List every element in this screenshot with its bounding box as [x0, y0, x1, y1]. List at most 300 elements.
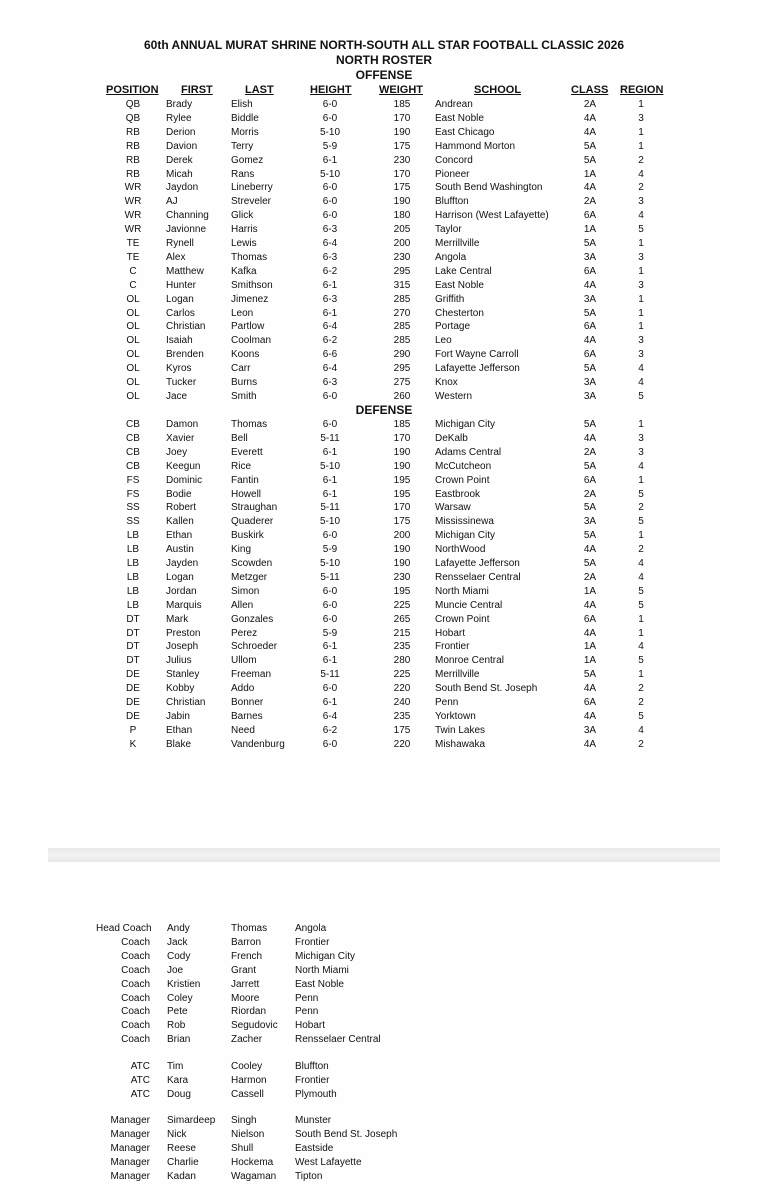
- cell-weight: 180: [393, 210, 411, 222]
- cell-last: Addo: [231, 683, 255, 695]
- cell-weight: 185: [393, 99, 411, 110]
- staff-role: Coach: [121, 1006, 150, 1018]
- staff-school: South Bend St. Joseph: [295, 1128, 398, 1140]
- cell-last: Howell: [231, 488, 262, 500]
- staff-first: Kara: [167, 1074, 189, 1086]
- cell-class: 5A: [583, 140, 597, 152]
- cell-class: 4A: [583, 279, 597, 291]
- staff-last: Cooley: [231, 1061, 263, 1072]
- cell-school: Western: [435, 390, 473, 402]
- staff-last: Nielson: [231, 1128, 265, 1140]
- staff-row: [0, 936, 767, 950]
- cell-first: Christian: [166, 321, 206, 333]
- cell-height: 6-4: [322, 321, 338, 333]
- table-row: [0, 640, 767, 654]
- cell-position: LB: [126, 571, 140, 583]
- cell-position: DT: [126, 641, 140, 653]
- cell-class: 1A: [583, 655, 597, 667]
- cell-first: Stanley: [166, 669, 200, 681]
- cell-last: Fantin: [231, 474, 259, 486]
- cell-position: RB: [126, 140, 140, 152]
- column-header-weight: WEIGHT: [379, 84, 423, 96]
- staff-role: ATC: [130, 1061, 150, 1072]
- cell-school: Hobart: [435, 627, 466, 639]
- cell-school: Andrean: [435, 99, 473, 110]
- cell-region: 1: [638, 530, 644, 542]
- cell-last: Carr: [231, 363, 251, 375]
- table-row: [0, 682, 767, 696]
- cell-school: East Noble: [435, 112, 484, 124]
- cell-last: Everett: [231, 446, 263, 458]
- cell-height: 5-9: [322, 544, 338, 556]
- cell-first: Davion: [166, 140, 198, 152]
- cell-height: 6-0: [322, 683, 338, 695]
- page-separator: [48, 848, 720, 862]
- cell-last: Barnes: [231, 710, 263, 722]
- staff-first: Simardeep: [167, 1115, 216, 1126]
- column-header-position: POSITION: [106, 84, 159, 96]
- cell-region: 1: [638, 627, 644, 639]
- cell-first: Damon: [166, 419, 199, 430]
- cell-height: 6-3: [322, 224, 338, 236]
- cell-class: 2A: [583, 446, 597, 458]
- cell-first: Javionne: [166, 224, 207, 236]
- table-row: [0, 168, 767, 182]
- cell-school: NorthWood: [435, 544, 486, 556]
- cell-weight: 170: [393, 432, 411, 444]
- staff-last: Hockema: [231, 1156, 274, 1168]
- cell-position: RB: [126, 154, 140, 166]
- cell-position: DT: [126, 613, 140, 625]
- table-row: [0, 529, 767, 543]
- cell-first: Robert: [166, 502, 197, 514]
- cell-height: 6-3: [322, 377, 338, 388]
- cell-first: Rynell: [166, 238, 194, 249]
- cell-first: Derion: [166, 126, 196, 138]
- table-row: [0, 293, 767, 307]
- table-row: [0, 668, 767, 682]
- cell-class: 4A: [583, 432, 597, 444]
- cell-position: OL: [126, 307, 140, 319]
- cell-class: 5A: [583, 669, 597, 681]
- cell-class: 6A: [583, 321, 597, 333]
- staff-school: Penn: [295, 1006, 319, 1018]
- cell-class: 5A: [583, 530, 597, 542]
- table-row: [0, 126, 767, 140]
- cell-class: 3A: [583, 390, 597, 402]
- cell-first: Carlos: [166, 307, 195, 319]
- cell-position: CB: [126, 446, 140, 458]
- table-row: [0, 362, 767, 376]
- cell-weight: 190: [393, 446, 411, 458]
- staff-first: Jack: [167, 936, 188, 948]
- cell-first: Hunter: [166, 279, 197, 291]
- cell-school: Rensselaer Central: [435, 571, 521, 583]
- cell-last: Glick: [231, 210, 254, 222]
- cell-position: OL: [126, 363, 140, 375]
- table-row: [0, 154, 767, 168]
- staff-role: Coach: [121, 992, 150, 1004]
- cell-last: Koons: [231, 349, 260, 361]
- cell-class: 5A: [583, 154, 597, 166]
- cell-weight: 230: [393, 154, 411, 166]
- cell-school: North Miami: [435, 585, 489, 597]
- staff-role: Manager: [110, 1115, 150, 1126]
- staff-last: Thomas: [231, 923, 268, 934]
- cell-first: Jabin: [166, 710, 190, 722]
- cell-weight: 175: [393, 516, 411, 528]
- cell-position: P: [129, 724, 137, 736]
- cell-first: Logan: [166, 571, 194, 583]
- staff-row: [0, 950, 767, 964]
- table-row: [0, 627, 767, 641]
- cell-height: 6-0: [322, 182, 338, 194]
- cell-last: Buskirk: [231, 530, 264, 542]
- staff-school: Tipton: [295, 1170, 323, 1182]
- cell-weight: 220: [393, 683, 411, 695]
- table-row: [0, 348, 767, 362]
- cell-last: Burns: [231, 377, 258, 388]
- staff-school: Angola: [295, 923, 327, 934]
- staff-school: East Noble: [295, 978, 344, 990]
- cell-position: WR: [124, 210, 142, 222]
- cell-first: Kyros: [166, 363, 192, 375]
- cell-position: CB: [126, 460, 140, 472]
- cell-school: Merrillville: [435, 238, 480, 249]
- cell-position: OL: [126, 390, 140, 402]
- cell-last: Elish: [231, 99, 253, 110]
- cell-class: 6A: [583, 474, 597, 486]
- cell-weight: 195: [393, 488, 411, 500]
- cell-last: Biddle: [231, 112, 259, 124]
- cell-height: 6-0: [322, 530, 338, 542]
- staff-school: Hobart: [295, 1020, 326, 1032]
- cell-weight: 220: [393, 738, 411, 750]
- staff-school: Bluffton: [295, 1061, 329, 1072]
- cell-height: 6-1: [322, 307, 338, 319]
- cell-height: 5-9: [322, 140, 338, 152]
- cell-last: Thomas: [231, 251, 268, 263]
- cell-weight: 290: [393, 349, 411, 361]
- cell-region: 2: [638, 154, 644, 166]
- staff-role: Coach: [121, 978, 150, 990]
- table-row: [0, 140, 767, 154]
- table-row: [0, 390, 767, 404]
- cell-class: 4A: [583, 710, 597, 722]
- staff-last: French: [231, 950, 263, 962]
- cell-school: East Noble: [435, 279, 484, 291]
- cell-height: 6-1: [322, 154, 338, 166]
- cell-weight: 185: [393, 419, 411, 430]
- cell-last: Metzger: [231, 571, 268, 583]
- cell-school: Bluffton: [435, 196, 469, 208]
- staff-row: [0, 1156, 767, 1170]
- staff-row: [0, 1019, 767, 1033]
- cell-school: Pioneer: [435, 168, 470, 180]
- cell-school: Leo: [435, 335, 452, 347]
- cell-last: Lineberry: [231, 182, 273, 194]
- staff-last: Zacher: [231, 1034, 263, 1046]
- staff-first: Doug: [167, 1088, 191, 1100]
- staff-school: Rensselaer Central: [295, 1034, 381, 1046]
- staff-school: Michigan City: [295, 950, 356, 962]
- table-row: [0, 543, 767, 557]
- cell-last: Freeman: [231, 669, 272, 681]
- cell-last: Terry: [231, 140, 254, 152]
- cell-first: Tucker: [166, 377, 197, 388]
- cell-position: SS: [126, 502, 140, 514]
- staff-last: Singh: [231, 1115, 257, 1126]
- cell-region: 1: [638, 474, 644, 486]
- staff-row: [0, 1128, 767, 1142]
- cell-last: Bell: [231, 432, 248, 444]
- cell-first: Jaydon: [166, 182, 199, 194]
- document-title: 60th ANNUAL MURAT SHRINE NORTH-SOUTH ALL STAR FOOTBALL CLASSIC 2026: [143, 38, 625, 52]
- cell-region: 4: [638, 377, 644, 388]
- cell-school: Warsaw: [435, 502, 471, 514]
- cell-first: Isaiah: [166, 335, 193, 347]
- table-row: [0, 265, 767, 279]
- cell-position: LB: [126, 544, 140, 556]
- cell-class: 5A: [583, 307, 597, 319]
- cell-weight: 175: [393, 140, 411, 152]
- cell-school: Angola: [435, 251, 467, 263]
- cell-last: Need: [231, 724, 255, 736]
- cell-weight: 170: [393, 502, 411, 514]
- cell-last: Quaderer: [231, 516, 274, 528]
- cell-last: Partlow: [231, 321, 265, 333]
- defense-heading: DEFENSE: [355, 403, 413, 417]
- staff-last: Shull: [231, 1142, 254, 1154]
- cell-height: 6-2: [322, 265, 338, 277]
- cell-region: 5: [638, 488, 644, 500]
- cell-weight: 170: [393, 168, 411, 180]
- cell-height: 6-1: [322, 697, 338, 708]
- cell-position: RB: [126, 168, 140, 180]
- staff-last: Riordan: [231, 1006, 267, 1018]
- column-header-first: FIRST: [181, 84, 213, 96]
- cell-height: 6-6: [322, 349, 338, 361]
- cell-position: OL: [126, 335, 140, 347]
- cell-last: Harris: [231, 224, 258, 236]
- cell-height: 5-11: [320, 571, 340, 583]
- cell-region: 4: [638, 168, 644, 180]
- cell-position: LB: [126, 585, 140, 597]
- table-row: [0, 98, 767, 112]
- cell-first: Micah: [166, 168, 193, 180]
- cell-weight: 190: [393, 544, 411, 556]
- cell-last: Kafka: [231, 265, 257, 277]
- cell-last: Streveler: [231, 196, 272, 208]
- cell-weight: 270: [393, 307, 411, 319]
- cell-height: 5-9: [322, 627, 338, 639]
- cell-position: LB: [126, 530, 140, 542]
- staff-school: Frontier: [295, 936, 330, 948]
- cell-height: 6-0: [322, 112, 338, 124]
- cell-position: C: [129, 279, 137, 291]
- cell-region: 5: [638, 516, 644, 528]
- table-row: [0, 696, 767, 710]
- cell-school: Lafayette Jefferson: [435, 363, 520, 375]
- cell-last: Ullom: [231, 655, 257, 667]
- cell-region: 1: [638, 126, 644, 138]
- staff-last: Wagaman: [231, 1170, 277, 1182]
- cell-region: 1: [638, 99, 644, 110]
- cell-weight: 315: [393, 279, 411, 291]
- cell-class: 5A: [583, 502, 597, 514]
- cell-height: 6-4: [322, 238, 338, 249]
- table-row: [0, 724, 767, 738]
- cell-school: Taylor: [435, 224, 462, 236]
- cell-first: Dominic: [166, 474, 203, 486]
- cell-position: DT: [126, 655, 140, 667]
- cell-position: QB: [125, 99, 141, 110]
- table-row: [0, 488, 767, 502]
- staff-role: Coach: [121, 950, 150, 962]
- cell-school: Mississinewa: [435, 516, 494, 528]
- cell-height: 6-2: [322, 335, 338, 347]
- cell-school: South Bend St. Joseph: [435, 683, 538, 695]
- column-header-height: HEIGHT: [310, 84, 352, 96]
- cell-weight: 175: [393, 724, 411, 736]
- offense-heading: OFFENSE: [355, 68, 413, 82]
- cell-weight: 240: [393, 697, 411, 708]
- cell-class: 6A: [583, 210, 597, 222]
- cell-weight: 275: [393, 377, 411, 388]
- table-row: [0, 418, 767, 432]
- cell-position: OL: [126, 321, 140, 333]
- cell-last: King: [231, 544, 252, 556]
- cell-height: 5-10: [319, 460, 340, 472]
- cell-last: Rans: [231, 168, 255, 180]
- cell-last: Smithson: [231, 279, 273, 291]
- staff-first: Nick: [167, 1128, 187, 1140]
- table-row: [0, 557, 767, 571]
- cell-weight: 280: [393, 655, 411, 667]
- cell-class: 4A: [583, 112, 597, 124]
- cell-height: 6-3: [322, 293, 338, 305]
- cell-position: DE: [126, 710, 140, 722]
- cell-weight: 175: [393, 182, 411, 194]
- cell-last: Bonner: [231, 697, 264, 708]
- cell-school: DeKalb: [435, 432, 468, 444]
- cell-region: 5: [638, 655, 644, 667]
- cell-last: Thomas: [231, 419, 268, 430]
- cell-region: 5: [638, 390, 644, 402]
- cell-height: 6-0: [322, 390, 338, 402]
- cell-position: FS: [126, 488, 140, 500]
- cell-region: 5: [638, 585, 644, 597]
- staff-first: Coley: [167, 992, 193, 1004]
- cell-last: Gomez: [231, 154, 264, 166]
- cell-last: Allen: [231, 599, 254, 611]
- staff-row: [0, 992, 767, 1006]
- cell-weight: 285: [393, 293, 411, 305]
- cell-class: 6A: [583, 349, 597, 361]
- staff-last: Barron: [231, 936, 262, 948]
- cell-class: 3A: [583, 516, 597, 528]
- cell-weight: 230: [393, 251, 411, 263]
- cell-first: Ethan: [166, 530, 193, 542]
- cell-class: 2A: [583, 488, 597, 500]
- cell-class: 4A: [583, 627, 597, 639]
- cell-school: Knox: [435, 377, 458, 388]
- cell-first: Christian: [166, 697, 206, 708]
- cell-region: 1: [638, 140, 644, 152]
- staff-school: Penn: [295, 992, 319, 1004]
- cell-height: 6-0: [322, 196, 338, 208]
- cell-weight: 265: [393, 613, 411, 625]
- cell-first: Brenden: [166, 349, 204, 361]
- cell-class: 4A: [583, 335, 597, 347]
- cell-height: 5-10: [319, 168, 340, 180]
- staff-first: Tim: [167, 1061, 184, 1072]
- cell-school: Fort Wayne Carroll: [435, 349, 519, 361]
- cell-weight: 225: [393, 599, 411, 611]
- cell-position: CB: [126, 432, 140, 444]
- cell-last: Lewis: [231, 238, 257, 249]
- cell-school: Concord: [435, 154, 473, 166]
- cell-class: 2A: [583, 571, 597, 583]
- cell-first: AJ: [166, 196, 178, 208]
- cell-weight: 205: [393, 224, 411, 236]
- cell-first: Preston: [166, 627, 201, 639]
- staff-last: Segudovic: [231, 1020, 278, 1032]
- cell-weight: 195: [393, 474, 411, 486]
- cell-region: 3: [638, 196, 644, 208]
- cell-position: SS: [126, 516, 140, 528]
- staff-row: [0, 978, 767, 992]
- cell-height: 5-10: [319, 126, 340, 138]
- staff-role: Coach: [121, 1034, 150, 1046]
- cell-school: East Chicago: [435, 126, 495, 138]
- staff-role: Coach: [121, 1020, 150, 1032]
- staff-row: [0, 1005, 767, 1019]
- cell-class: 1A: [583, 585, 597, 597]
- cell-position: QB: [125, 112, 141, 124]
- cell-region: 4: [638, 363, 644, 375]
- cell-first: Jordan: [166, 585, 197, 597]
- staff-first: Joe: [167, 964, 184, 976]
- cell-school: Chesterton: [435, 307, 484, 319]
- cell-position: WR: [124, 224, 142, 236]
- staff-role: Manager: [110, 1142, 150, 1154]
- cell-region: 1: [638, 238, 644, 249]
- cell-class: 4A: [583, 683, 597, 695]
- cell-height: 6-1: [322, 446, 338, 458]
- cell-weight: 230: [393, 571, 411, 583]
- cell-position: OL: [126, 349, 140, 361]
- table-row: [0, 585, 767, 599]
- cell-first: Kallen: [166, 516, 194, 528]
- cell-school: Michigan City: [435, 419, 496, 430]
- cell-class: 4A: [583, 738, 597, 750]
- staff-row: [0, 1060, 767, 1074]
- cell-region: 1: [638, 321, 644, 333]
- staff-school: North Miami: [295, 964, 349, 976]
- staff-row: [0, 1088, 767, 1102]
- staff-row: [0, 1074, 767, 1088]
- cell-height: 6-0: [322, 613, 338, 625]
- cell-position: FS: [126, 474, 140, 486]
- staff-first: Andy: [167, 923, 190, 934]
- cell-class: 4A: [583, 599, 597, 611]
- cell-position: C: [129, 265, 137, 277]
- cell-class: 5A: [583, 558, 597, 569]
- cell-region: 2: [638, 697, 644, 708]
- table-row: [0, 738, 767, 752]
- cell-region: 5: [638, 710, 644, 722]
